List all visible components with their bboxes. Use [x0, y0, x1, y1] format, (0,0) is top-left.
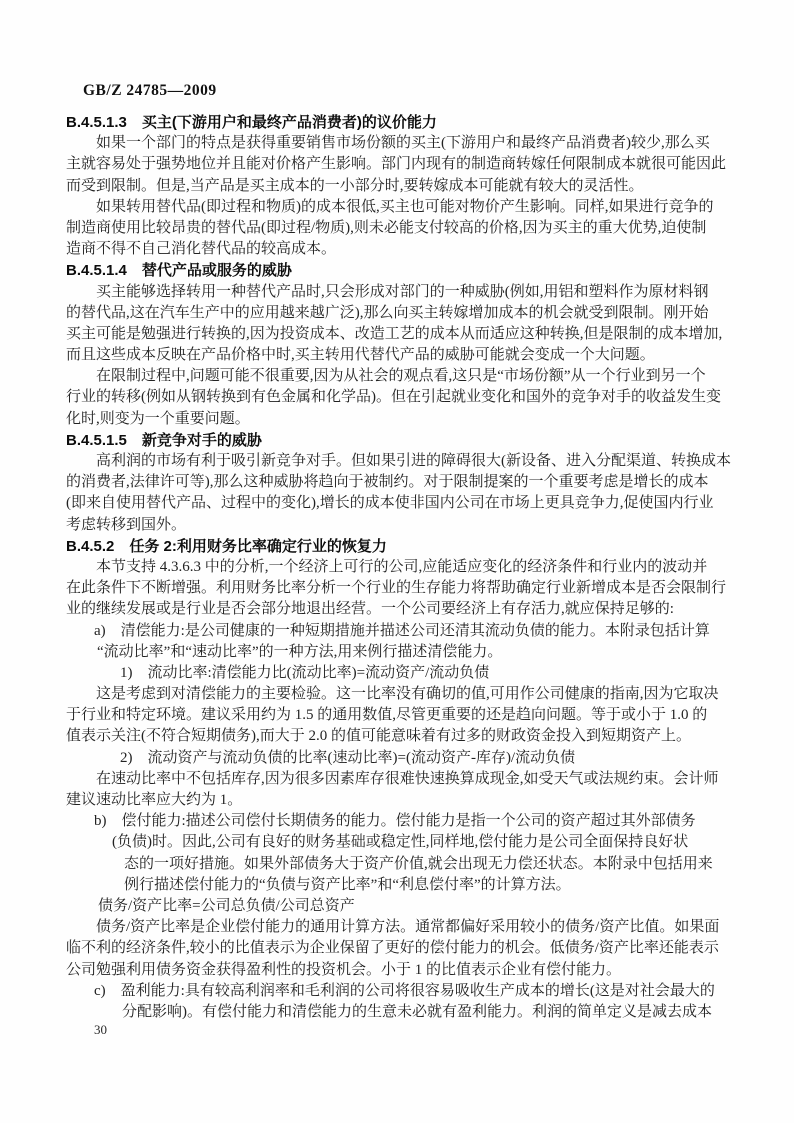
list-item-line: a) 清偿能力:是公司健康的一种短期措施并描述公司还清其流动负债的能力。本附录包括计算 — [94, 622, 710, 639]
body-line: 于行业和特定环境。建议采用约为 1.5 的通用数值,尽管更重要的还是趋向问题。等于或小于 1.0 的 — [66, 707, 708, 724]
body-line: 值表示关注(不符合短期债务),而大于 2.0 的值可能意味着有过多的财政资金投入到短期资产上。 — [66, 728, 691, 745]
body-line: 债务/资产比率是企业偿付能力的通用计算方法。通常都偏好采用较小的债务/资产比值。如果面 — [96, 919, 720, 936]
body-line: 化时,则变为一个重要问题。 — [66, 410, 250, 427]
body-line: 的消费者,法律许可等),那么这种威胁将趋向于被制约。对于限制提案的一个重要考虑是增长的成本 — [66, 474, 709, 491]
page-number: 30 — [94, 1022, 107, 1037]
body-line: 如果一个部门的特点是获得重要销售市场份额的买主(下游用户和最终产品消费者)较少,那么买 — [96, 135, 710, 152]
body-line: 的替代品,这在汽车生产中的应用越来越广泛),那么向买主转嫁增加成本的机会就受到限制。刚开始 — [66, 304, 709, 321]
list-item-line: b) 偿付能力:描述公司偿付长期债务的能力。偿付能力是指一个公司的资产超过其外部债务 — [94, 813, 696, 830]
body-line: 造商不得不自己消化替代品的较高成本。 — [66, 241, 337, 258]
section-heading: B.4.5.1.4 替代产品或服务的威胁 — [66, 262, 292, 280]
body-line: 建议速动比率应大约为 1。 — [66, 792, 243, 808]
body-line: 如果转用替代品(即过程和物质)的成本很低,买主也可能对物价产生影响。同样,如果进行竞争的 — [96, 198, 714, 215]
body-line: 主就容易处于强势地位并且能对价格产生影响。部门内现有的制造商转嫁任何限制成本就很可能因此 — [66, 156, 727, 173]
body-line: 制造商使用比较昂贵的替代品(即过程/物质),则未必能支付较高的价格,因为买主的重大优势,迫使制 — [66, 219, 707, 236]
numbered-item-line: 1) 流动比率:清偿能力比(流动比率)=流动资产/流动负债 — [120, 664, 490, 681]
formula-line: 债务/资产比率=公司总负债/公司总资产 — [98, 897, 355, 914]
numbered-item-line: 2) 流动资产与流动负债的比率(速动比率)=(流动资产-库存)/流动负债 — [120, 749, 576, 766]
body-line: 而且这些成本反映在产品价格中时,买主转用代替代产品的威胁可能就会变成一个大问题。 — [66, 347, 655, 364]
body-line: 考虑转移到国外。 — [66, 516, 187, 533]
list-item-line: 例行描述偿付能力的“负债与资产比率”和“利息偿付率”的计算方法。 — [124, 876, 571, 893]
body-line: 买主可能是勉强进行转换的,因为投资成本、改造工艺的成本从而适应这种转换,但是限制的成本增加, — [66, 325, 723, 342]
body-line: 买主能够选择转用一种替代产品时,只会形成对部门的一种威胁(例如,用铝和塑料作为原材料钢 — [96, 283, 709, 300]
list-item-line: (负债)时。因此,公司有良好的财务基础或稳定性,同样地,偿付能力是公司全面保持良好状 — [112, 834, 689, 851]
body-line: 在速动比率中不包括库存,因为很多因素库存很难快速换算成现金,如受天气或法规约束。会计师 — [96, 770, 719, 787]
list-item-line: “流动比率”和“速动比率”的一种方法,用来例行描述清偿能力。 — [97, 643, 503, 660]
body-line: 高利润的市场有利于吸引新竞争对手。但如果引进的障碍很大(新设备、进入分配渠道、转换成本 — [96, 453, 731, 469]
section-heading: B.4.5.2 任务 2:利用财务比率确定行业的恢复力 — [66, 537, 387, 555]
body-line: 这是考虑到对清偿能力的主要检验。这一比率没有确切的值,可用作公司健康的指南,因为它取决 — [96, 686, 719, 703]
list-item-line: 态的一项好措施。如果外部债务大于资产价值,就会出现无力偿还状态。本附录中包括用来 — [124, 855, 713, 872]
body-line: 本节支持 4.3.6.3 中的分析,一个经济上可行的公司,应能适应变化的经济条件和行业内的波动并 — [96, 558, 708, 575]
body-line: 在此条件下不断增强。利用财务比率分析一个行业的生存能力将帮助确定行业新增成本是否会限制行 — [66, 580, 727, 597]
list-item-line: c) 盈利能力:具有较高利润率和毛利润的公司将很容易吸收生产成本的增长(这是对社会最大的 — [94, 982, 715, 999]
section-heading: B.4.5.1.5 新竞争对手的威胁 — [66, 431, 262, 449]
body-line: 而受到限制。但是,当产品是买主成本的一小部分时,要转嫁成本可能就有较大的灵活性。 — [66, 177, 644, 194]
list-item-line: 分配影响)。有偿付能力和清偿能力的生意未必就有盈利能力。利润的简单定义是减去成本 — [122, 1003, 712, 1020]
body-line: 行业的转移(例如从钢转换到有色金属和化学品)。但在引起就业变化和国外的竞争对手的收益发生变 — [66, 389, 721, 406]
body-line: (即来自使用替代产品、过程中的变化),增长的成本使非国内公司在市场上更具竞争力,促使国内行业 — [66, 495, 714, 512]
body-line: 临不利的经济条件,较小的比值表示为企业保留了更好的偿付能力的机会。低债务/资产比率还能表示 — [66, 940, 719, 957]
section-heading: B.4.5.1.3 买主(下游用户和最终产品消费者)的议价能力 — [66, 114, 437, 131]
document-code: GB/Z 24785—2009 — [83, 82, 217, 99]
document-body — [66, 112, 730, 1023]
body-line: 业的继续发展或是行业是否会部分地退出经营。一个公司要经济上有存活力,就应保持足够的: — [66, 601, 674, 618]
body-line: 公司勉强利用债务资金获得盈利性的投资机会。小于 1 的比值表示企业有偿付能力。 — [66, 961, 622, 978]
body-line: 在限制过程中,问题可能不很重要,因为从社会的观点看,这只是“市场份额”从一个行业到另一个 — [96, 368, 706, 385]
